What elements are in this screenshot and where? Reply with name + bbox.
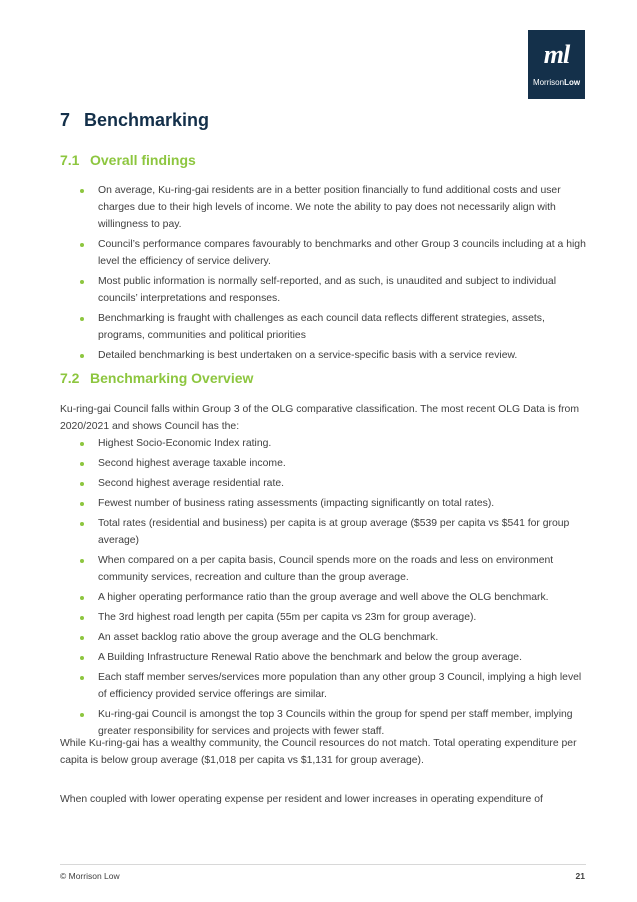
list-item: The 3rd highest road length per capita (55m per capita vs 23m for group average). [60, 609, 590, 626]
page-title-text: Benchmarking [84, 110, 210, 130]
logo-mark: ml [543, 40, 570, 69]
footer-divider [60, 864, 586, 865]
list-item: Benchmarking is fraught with challenges as each council data reflects different strategies, assets, programs, communities and political priorities [60, 310, 590, 344]
benchmarking-intro: Ku-ring-gai Council falls within Group 3 of the OLG comparative classification. The most recent OLG Data is from 2020/2021 and shows Council has the: [60, 404, 579, 432]
logo-wordmark-part1: Morrison [532, 78, 565, 87]
section-number: 7.2 [60, 370, 80, 386]
footer-copyright: © Morrison Low [60, 871, 120, 881]
page-number: 21 [575, 871, 585, 881]
list-item: Second highest average residential rate. [60, 475, 590, 492]
list-item: On average, Ku-ring-gai residents are in a better position financially to fund additional costs and user charges due to their high levels of income. We note the ability to pay does not necessarily align with willingness to pay. [60, 182, 590, 233]
operating-expense-paragraph: When coupled with lower operating expense per resident and lower increases in operating expenditure of [60, 794, 543, 805]
list-item: An asset backlog ratio above the group average and the OLG benchmark. [60, 629, 590, 646]
list-item: Council’s performance compares favourably to benchmarks and other Group 3 councils including at a high level the efficiency of service delivery. [60, 236, 590, 270]
section-heading-overall-findings [60, 150, 196, 170]
list-item: Each staff member serves/services more population than any other group 3 Council, implying a high level of efficiency provided service offerings are similar. [60, 669, 590, 703]
list-item: Total rates (residential and business) per capita is at group average ($539 per capita vs $541 for group average) [60, 515, 590, 549]
morrison-low-logo [528, 30, 585, 99]
page-title-number: 7 [60, 110, 71, 130]
list-item: Detailed benchmarking is best undertaken on a service-specific basis with a service review. [60, 347, 590, 364]
page-title [60, 108, 209, 132]
section-title: Benchmarking Overview [90, 370, 254, 386]
list-item: A Building Infrastructure Renewal Ratio above the benchmark and below the group average. [60, 649, 590, 666]
logo-wordmark [528, 78, 585, 88]
expenditure-paragraph: While Ku-ring-gai has a wealthy community, the Council resources do not match. Total operating expenditure per capita is below group average ($1,018 per capita vs $1,131 for group average). [60, 738, 577, 766]
section-title: Overall findings [90, 152, 196, 168]
list-item: Most public information is normally self-reported, and as such, is unaudited and subject to individual councils’ interpretations and responses. [60, 273, 590, 307]
list-item: Ku-ring-gai Council is amongst the top 3 Councils within the group for spend per staff member, implying greater responsibility for services and projects with fewer staff. [60, 706, 590, 740]
list-item: Highest Socio-Economic Index rating. [60, 435, 590, 452]
list-item: Second highest average taxable income. [60, 455, 590, 472]
logo-wordmark-part2: Low [564, 78, 581, 87]
benchmarking-overview-list [60, 435, 590, 740]
overall-findings-list [60, 182, 590, 364]
list-item: A higher operating performance ratio than the group average and well above the OLG benchmark. [60, 589, 590, 606]
list-item: When compared on a per capita basis, Council spends more on the roads and less on environment community services, recreation and culture than the group average. [60, 552, 590, 586]
section-heading-benchmarking-overview [60, 368, 253, 388]
section-number: 7.1 [60, 152, 80, 168]
list-item: Fewest number of business rating assessments (impacting significantly on total rates). [60, 495, 590, 512]
